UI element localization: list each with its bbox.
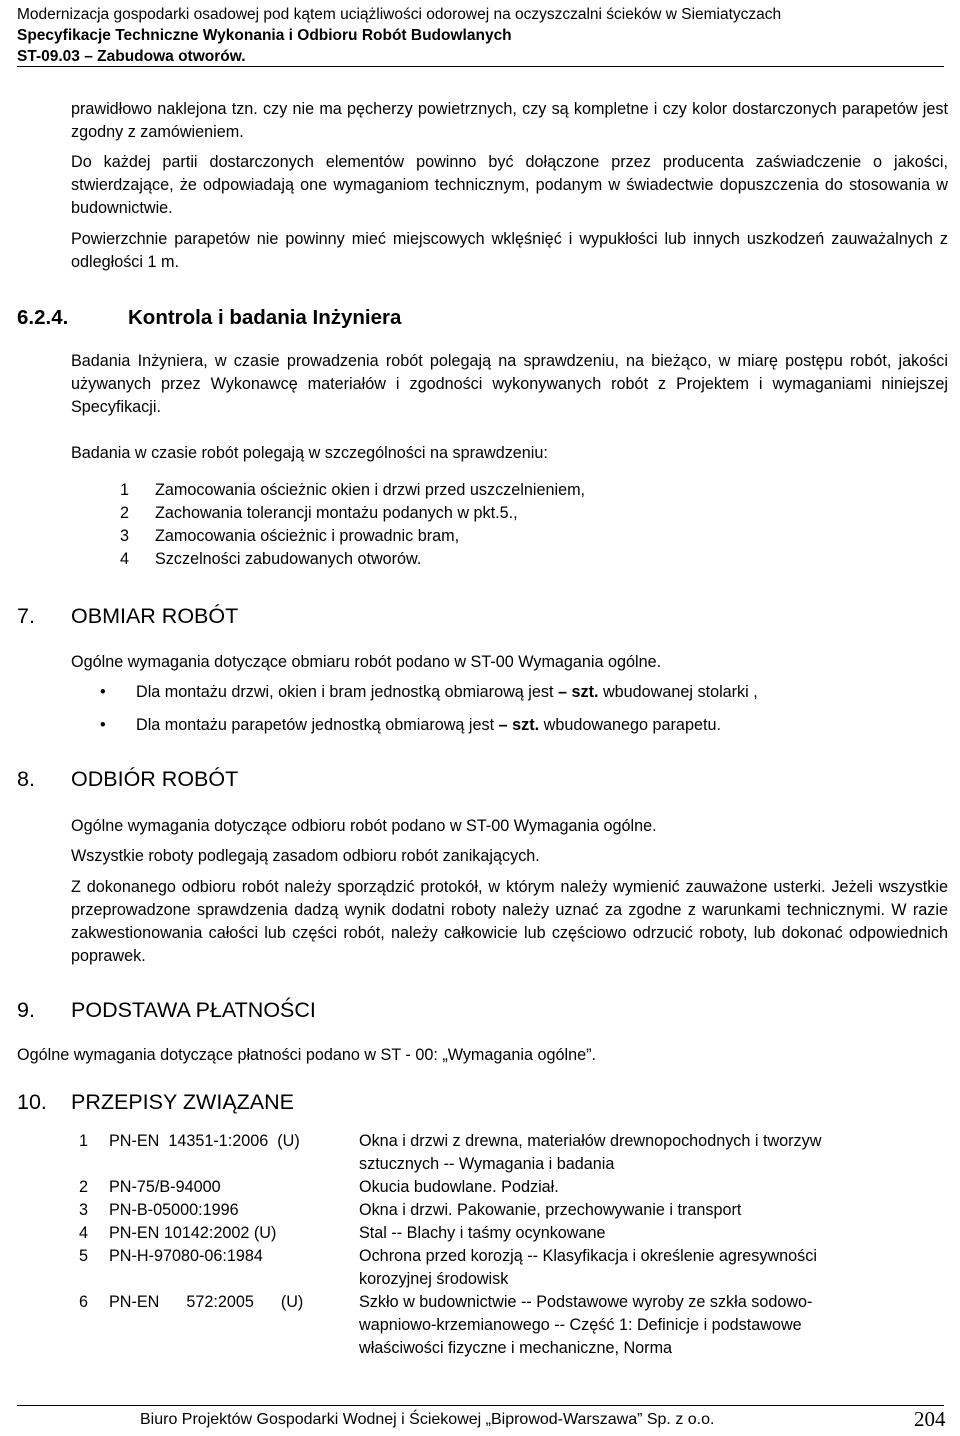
section-title: PODSTAWA PŁATNOŚCI <box>71 998 316 1022</box>
bullet-icon: • <box>100 716 106 734</box>
section-number: 8. <box>17 767 35 791</box>
check-list-item: 2 Zachowania tolerancji montażu podanych w pkt.5., <box>120 504 518 522</box>
page-number: 204 <box>914 1407 946 1431</box>
section-9-paragraph: Ogólne wymagania dotyczące płatności podano w ST - 00: „Wymagania ogólne”. <box>17 1046 597 1064</box>
header-project-title: Modernizacja gospodarki osadowej pod kątem uciążliwości odorowej na oczyszczalni ścieków w Siemiatyczach <box>17 6 782 23</box>
section-number: 10. <box>17 1090 47 1114</box>
section-8-paragraph-3: Z dokonanego odbioru robót należy sporządzić protokół, w którym należy wymienić zauważone usterki. Jeżeli wszystkie przeprowadzone sprawdzenia dadzą wynik dodatni roboty należy uznać za zgodne z warunkami technicznymi. W razie zakwestionowania całości lub części robót, należy całkowicie lub częściowo odrzucić roboty, lub dokonać odpowiednich poprawek. <box>71 878 948 965</box>
section-6-2-4-paragraph-2: Badania w czasie robót polegają w szczególności na sprawdzeniu: <box>71 444 548 462</box>
section-8-paragraph-2: Wszystkie roboty podlegają zasadom odbioru robót zanikających. <box>71 847 540 865</box>
bullet-icon: • <box>100 683 106 701</box>
section-title: Kontrola i badania Inżyniera <box>128 306 402 329</box>
section-6-2-4-heading <box>17 306 401 330</box>
section-number: 7. <box>17 604 35 628</box>
section-7-paragraph: Ogólne wymagania dotyczące obmiaru robót podano w ST-00 Wymagania ogólne. <box>71 653 662 671</box>
intro-paragraph-2: Do każdej partii dostarczonych elementów powinno być dołączone przez producenta zaświadczenie o jakości, stwierdzające, że odpowiadają one wymaganiom technicznym, podanym w świadectwie dopuszczenia do stosowania w budownictwie. <box>71 153 948 217</box>
section-number: 9. <box>17 998 35 1022</box>
check-list-item: 4 Szczelności zabudowanych otworów. <box>120 550 422 568</box>
section-title: OBMIAR ROBÓT <box>71 604 239 628</box>
check-list-item: 1 Zamocowania ościeżnic okien i drzwi przed uszczelnieniem, <box>120 481 586 499</box>
footer-company: Biuro Projektów Gospodarki Wodnej i Ściekowej „Biprowod-Warszawa” Sp. z o.o. <box>140 1411 715 1428</box>
section-number: 6.2.4. <box>17 306 69 329</box>
intro-paragraph-1: prawidłowo naklejona tzn. czy nie ma pęcherzy powietrznych, czy są kompletne i czy kolor dostarczonych parapetów jest zgodny z zamówieniem. <box>71 100 948 141</box>
footer-divider <box>17 1405 944 1406</box>
section-title: PRZEPISY ZWIĄZANE <box>71 1090 294 1114</box>
check-list-item: 3 Zamocowania ościeżnic i prowadnic bram, <box>120 527 460 545</box>
page-header <box>17 4 947 67</box>
header-section-code: ST-09.03 – Zabudowa otworów. <box>17 48 246 65</box>
section-8-paragraph-1: Ogólne wymagania dotyczące odbioru robót podano w ST-00 Wymagania ogólne. <box>71 817 657 835</box>
section-6-2-4-paragraph-1: Badania Inżyniera, w czasie prowadzenia robót polegają na sprawdzeniu, na bieżąco, w miarę postępu robót, jakości używanych przez Wykonawcę materiałów i zgodności wykonywanych robót z Projektem i wymaganiami niniejszej Specyfikacji. <box>71 352 948 416</box>
header-divider <box>17 66 944 67</box>
intro-paragraph-3: Powierzchnie parapetów nie powinny mieć miejscowych wklęśnięć i wypukłości lub innych uszkodzeń zauważalnych z odległości 1 m. <box>71 230 948 271</box>
header-spec-title: Specyfikacje Techniczne Wykonania i Odbioru Robót Budowlanych <box>17 27 512 44</box>
section-title: ODBIÓR ROBÓT <box>71 767 239 791</box>
